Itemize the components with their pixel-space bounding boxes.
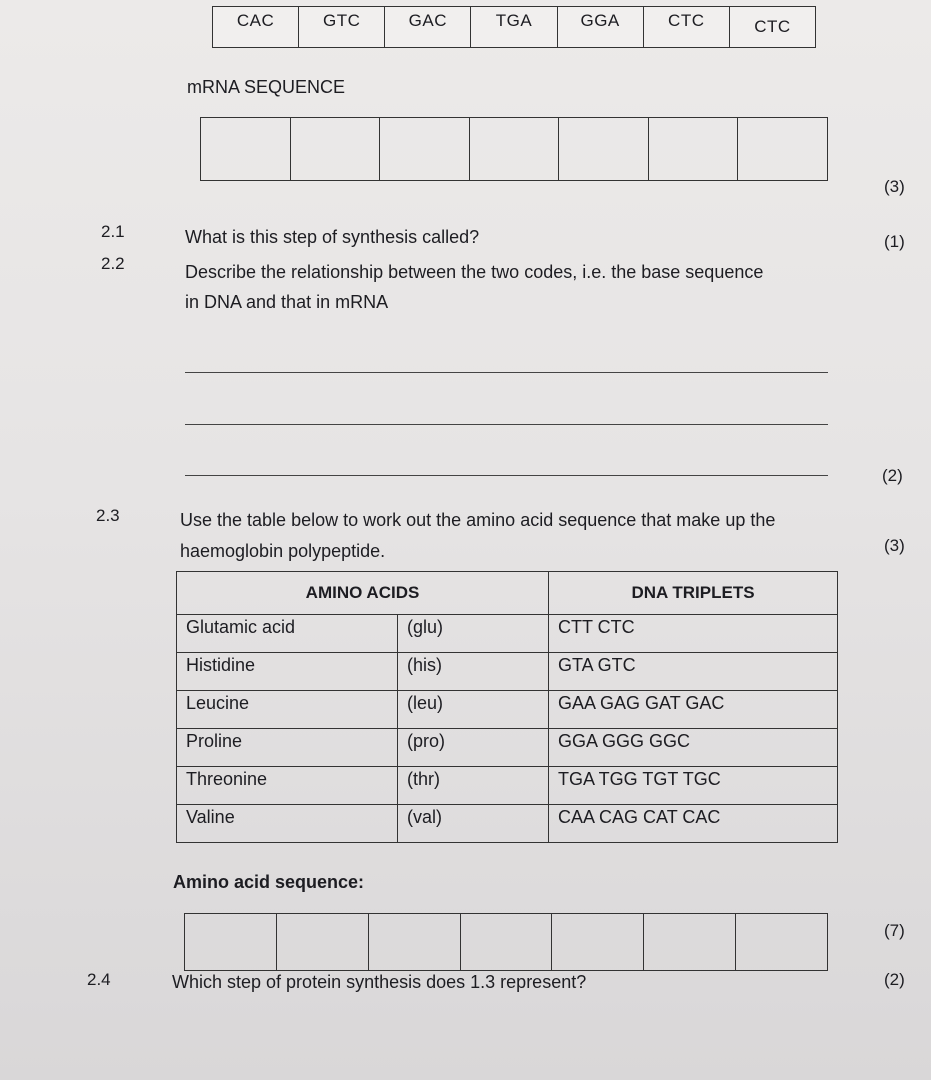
- mrna-answer-box[interactable]: [291, 118, 381, 180]
- amino-sequence-mark: (7): [884, 921, 905, 940]
- table-row: [177, 805, 838, 843]
- amino-answer-box[interactable]: [369, 914, 461, 970]
- mrna-answer-box[interactable]: [380, 118, 470, 180]
- dna-triplet-cell: TGA: [471, 7, 557, 47]
- dna-triplet-cell: GAC: [385, 7, 471, 47]
- amino-answer-box[interactable]: [461, 914, 553, 970]
- amino-acid-name: Threonine: [177, 767, 398, 805]
- question-2-3-line2: haemoglobin polypeptide.: [180, 541, 386, 561]
- table-row: [177, 767, 838, 805]
- mrna-answer-box[interactable]: [559, 118, 649, 180]
- question-2-3-mark: (3): [884, 536, 905, 555]
- dna-triplets: GGA GGG GGC: [549, 729, 838, 767]
- dna-triplet-cell: CTC: [644, 7, 730, 47]
- dna-triplets: TGA TGG TGT TGC: [549, 767, 838, 805]
- table-header-row: [177, 572, 838, 615]
- header-amino-acids: AMINO ACIDS: [177, 572, 549, 615]
- amino-acid-abbr: (val): [398, 805, 549, 843]
- question-number-2-1: 2.1: [101, 222, 125, 241]
- question-2-1-text: What is this step of synthesis called?: [185, 227, 480, 247]
- question-2-4-mark: (2): [884, 970, 905, 989]
- amino-acid-name: Leucine: [177, 691, 398, 729]
- amino-answer-box[interactable]: [185, 914, 277, 970]
- question-number-2-2: 2.2: [101, 254, 125, 273]
- table-row: [177, 729, 838, 767]
- amino-acid-abbr: (leu): [398, 691, 549, 729]
- question-number-2-4: 2.4: [87, 970, 111, 989]
- question-number-2-3: 2.3: [96, 506, 120, 525]
- amino-acid-table: [176, 571, 838, 843]
- table-row: [177, 691, 838, 729]
- amino-acid-name: Glutamic acid: [177, 615, 398, 653]
- dna-triplet-cell: CTC: [754, 17, 791, 36]
- dna-triplet-cell: CAC: [213, 7, 299, 47]
- question-2-2-line2: in DNA and that in mRNA: [185, 292, 389, 312]
- mrna-answer-box[interactable]: [201, 118, 291, 180]
- amino-acid-abbr: (thr): [398, 767, 549, 805]
- mrna-heading: mRNA SEQUENCE: [187, 77, 346, 97]
- question-2-2-mark: (2): [882, 466, 903, 485]
- header-dna-triplets: DNA TRIPLETS: [549, 572, 838, 615]
- mrna-answer-box[interactable]: [738, 118, 827, 180]
- question-2-3-line1: Use the table below to work out the amino acid sequence that make up the: [180, 510, 776, 530]
- amino-acid-abbr: (his): [398, 653, 549, 691]
- amino-acid-name: Valine: [177, 805, 398, 843]
- question-2-2-line1: Describe the relationship between the two codes, i.e. the base sequence: [185, 262, 764, 282]
- amino-acid-name: Proline: [177, 729, 398, 767]
- dna-triplets: GTA GTC: [549, 653, 838, 691]
- amino-sequence-heading: Amino acid sequence:: [173, 872, 365, 892]
- dna-triplets: CTT CTC: [549, 615, 838, 653]
- mrna-mark: (3): [884, 177, 905, 196]
- mrna-answer-boxes: [200, 117, 828, 181]
- amino-answer-box[interactable]: [644, 914, 736, 970]
- answer-line[interactable]: [185, 372, 828, 373]
- dna-sequence-row: [212, 6, 816, 48]
- amino-acid-name: Histidine: [177, 653, 398, 691]
- table-row: [177, 653, 838, 691]
- mrna-answer-box[interactable]: [470, 118, 560, 180]
- amino-acid-abbr: (glu): [398, 615, 549, 653]
- amino-acid-abbr: (pro): [398, 729, 549, 767]
- table-row: [177, 615, 838, 653]
- amino-answer-box[interactable]: [552, 914, 644, 970]
- answer-line[interactable]: [185, 475, 828, 476]
- answer-line[interactable]: [185, 424, 828, 425]
- mrna-answer-box[interactable]: [649, 118, 739, 180]
- question-2-4-text: Which step of protein synthesis does 1.3 represent?: [172, 972, 587, 992]
- dna-triplets: CAA CAG CAT CAC: [549, 805, 838, 843]
- amino-sequence-answer-boxes: [184, 913, 828, 971]
- dna-triplets: GAA GAG GAT GAC: [549, 691, 838, 729]
- amino-answer-box[interactable]: [277, 914, 369, 970]
- question-2-1-mark: (1): [884, 232, 905, 251]
- amino-answer-box[interactable]: [736, 914, 827, 970]
- dna-triplet-cell: GTC: [299, 7, 385, 47]
- dna-triplet-cell: GGA: [558, 7, 644, 47]
